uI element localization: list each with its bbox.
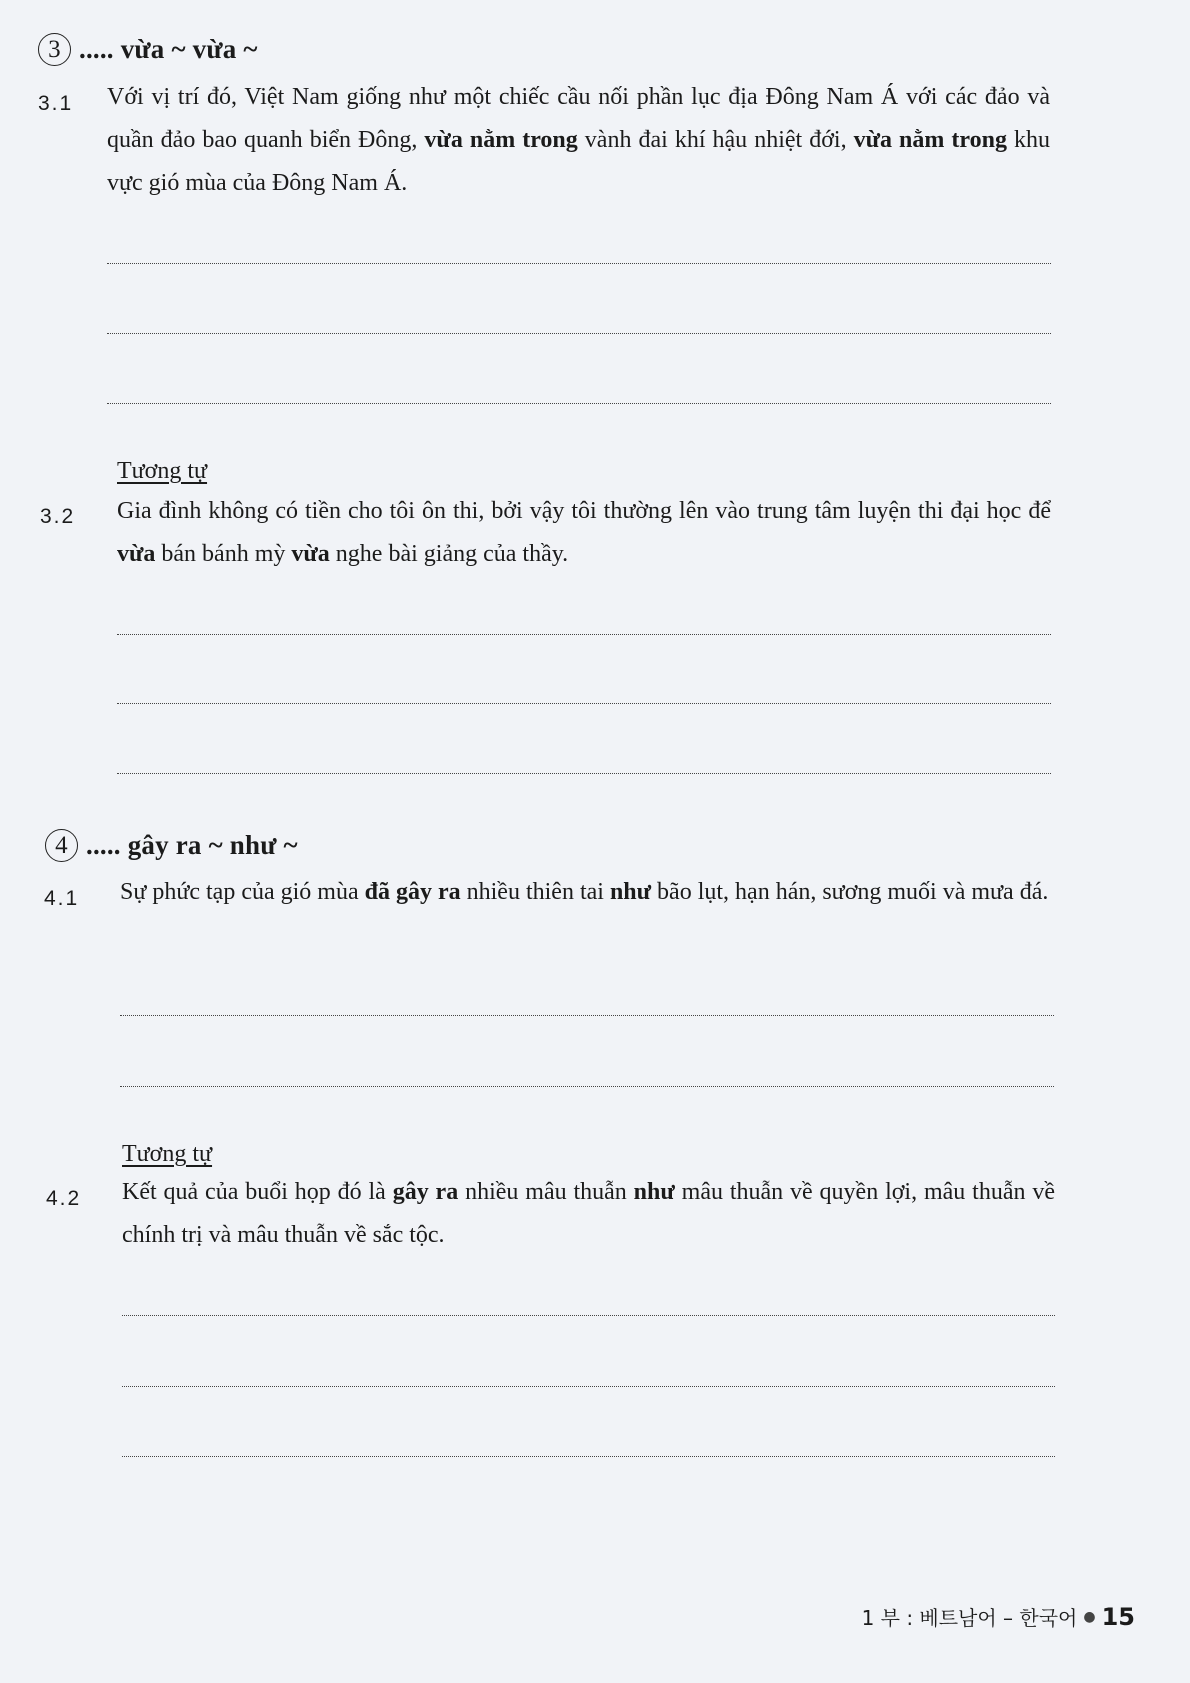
section-3-heading	[38, 33, 258, 66]
item-3-1-number: 3.1	[38, 92, 74, 115]
answer-line[interactable]	[122, 1315, 1055, 1316]
answer-line[interactable]	[117, 703, 1051, 704]
text-run: nhiều thiên tai	[460, 879, 610, 905]
section-3-title: ..... vừa ~ vừa ~	[79, 34, 258, 64]
answer-line[interactable]	[120, 1086, 1054, 1087]
item-3-2-text	[117, 490, 1051, 576]
text-run: nhiều mâu thuẫn	[458, 1179, 634, 1205]
bullet-icon: ●	[1083, 1608, 1096, 1625]
text-run: Với vị trí đó, Việt Nam giống như một chiếc cầu nối phần lục địa Đông Nam Á với các đảo và quần đảo bao quanh biển Đông,	[107, 84, 1050, 153]
item-4-2-number: 4.2	[46, 1187, 82, 1210]
emphasized-phrase: vừa	[117, 541, 156, 567]
section-4-title: ..... gây ra ~ như ~	[86, 830, 298, 860]
answer-line[interactable]	[107, 263, 1051, 264]
item-4-1-text	[120, 871, 1053, 914]
item-3-1-text	[107, 76, 1050, 205]
emphasized-phrase: vừa nằm trong	[853, 127, 1007, 153]
section-4-number: 4	[45, 829, 78, 862]
answer-line[interactable]	[122, 1386, 1055, 1387]
text-run: mâu thuẫn về quyền lợi, mâu thuẫn về chính trị và mâu thuẫn về sắc tộc.	[122, 1179, 1056, 1248]
page-number: 15	[1101, 1602, 1135, 1631]
emphasized-phrase: như	[609, 879, 652, 905]
text-run: vành đai khí hậu nhiệt đới,	[577, 127, 854, 153]
page-footer	[862, 1602, 1135, 1631]
text-run: bão lụt, hạn hán, sương muối và mưa đá.	[651, 879, 1049, 905]
answer-line[interactable]	[117, 773, 1051, 774]
text-run: Gia đình không có tiền cho tôi ôn thi, bởi vậy tôi thường lên vào trung tâm luyện thi đại học để	[117, 498, 1051, 524]
text-run: khu vực gió mùa của Đông Nam Á.	[107, 127, 1050, 196]
emphasized-phrase: vừa nằm trong	[424, 127, 578, 153]
emphasized-phrase: gây ra	[392, 1179, 459, 1205]
section-3-number: 3	[38, 33, 71, 66]
text-run: Kết quả của buổi họp đó là	[122, 1179, 393, 1205]
emphasized-phrase: như	[633, 1179, 675, 1205]
emphasized-phrase: đã gây ra	[364, 879, 461, 905]
text-run: nghe bài giảng của thầy.	[329, 541, 569, 567]
item-4-2-text	[122, 1171, 1055, 1257]
emphasized-phrase: vừa	[291, 541, 330, 567]
text-run: bán bánh mỳ	[155, 541, 292, 567]
answer-line[interactable]	[120, 1015, 1054, 1016]
item-3-2-number: 3.2	[40, 505, 76, 528]
section-4-heading	[45, 829, 298, 862]
answer-line[interactable]	[117, 634, 1051, 635]
item-4-1-number: 4.1	[44, 887, 80, 910]
answer-line[interactable]	[107, 333, 1051, 334]
answer-line[interactable]	[107, 403, 1051, 404]
answer-line[interactable]	[122, 1456, 1055, 1457]
footer-label: 1 부 : 베트남어 – 한국어	[861, 1606, 1078, 1630]
similar-label-3: Tương tự	[117, 458, 208, 484]
similar-label-4: Tương tự	[122, 1141, 213, 1167]
text-run: Sự phức tạp của gió mùa	[120, 879, 365, 905]
